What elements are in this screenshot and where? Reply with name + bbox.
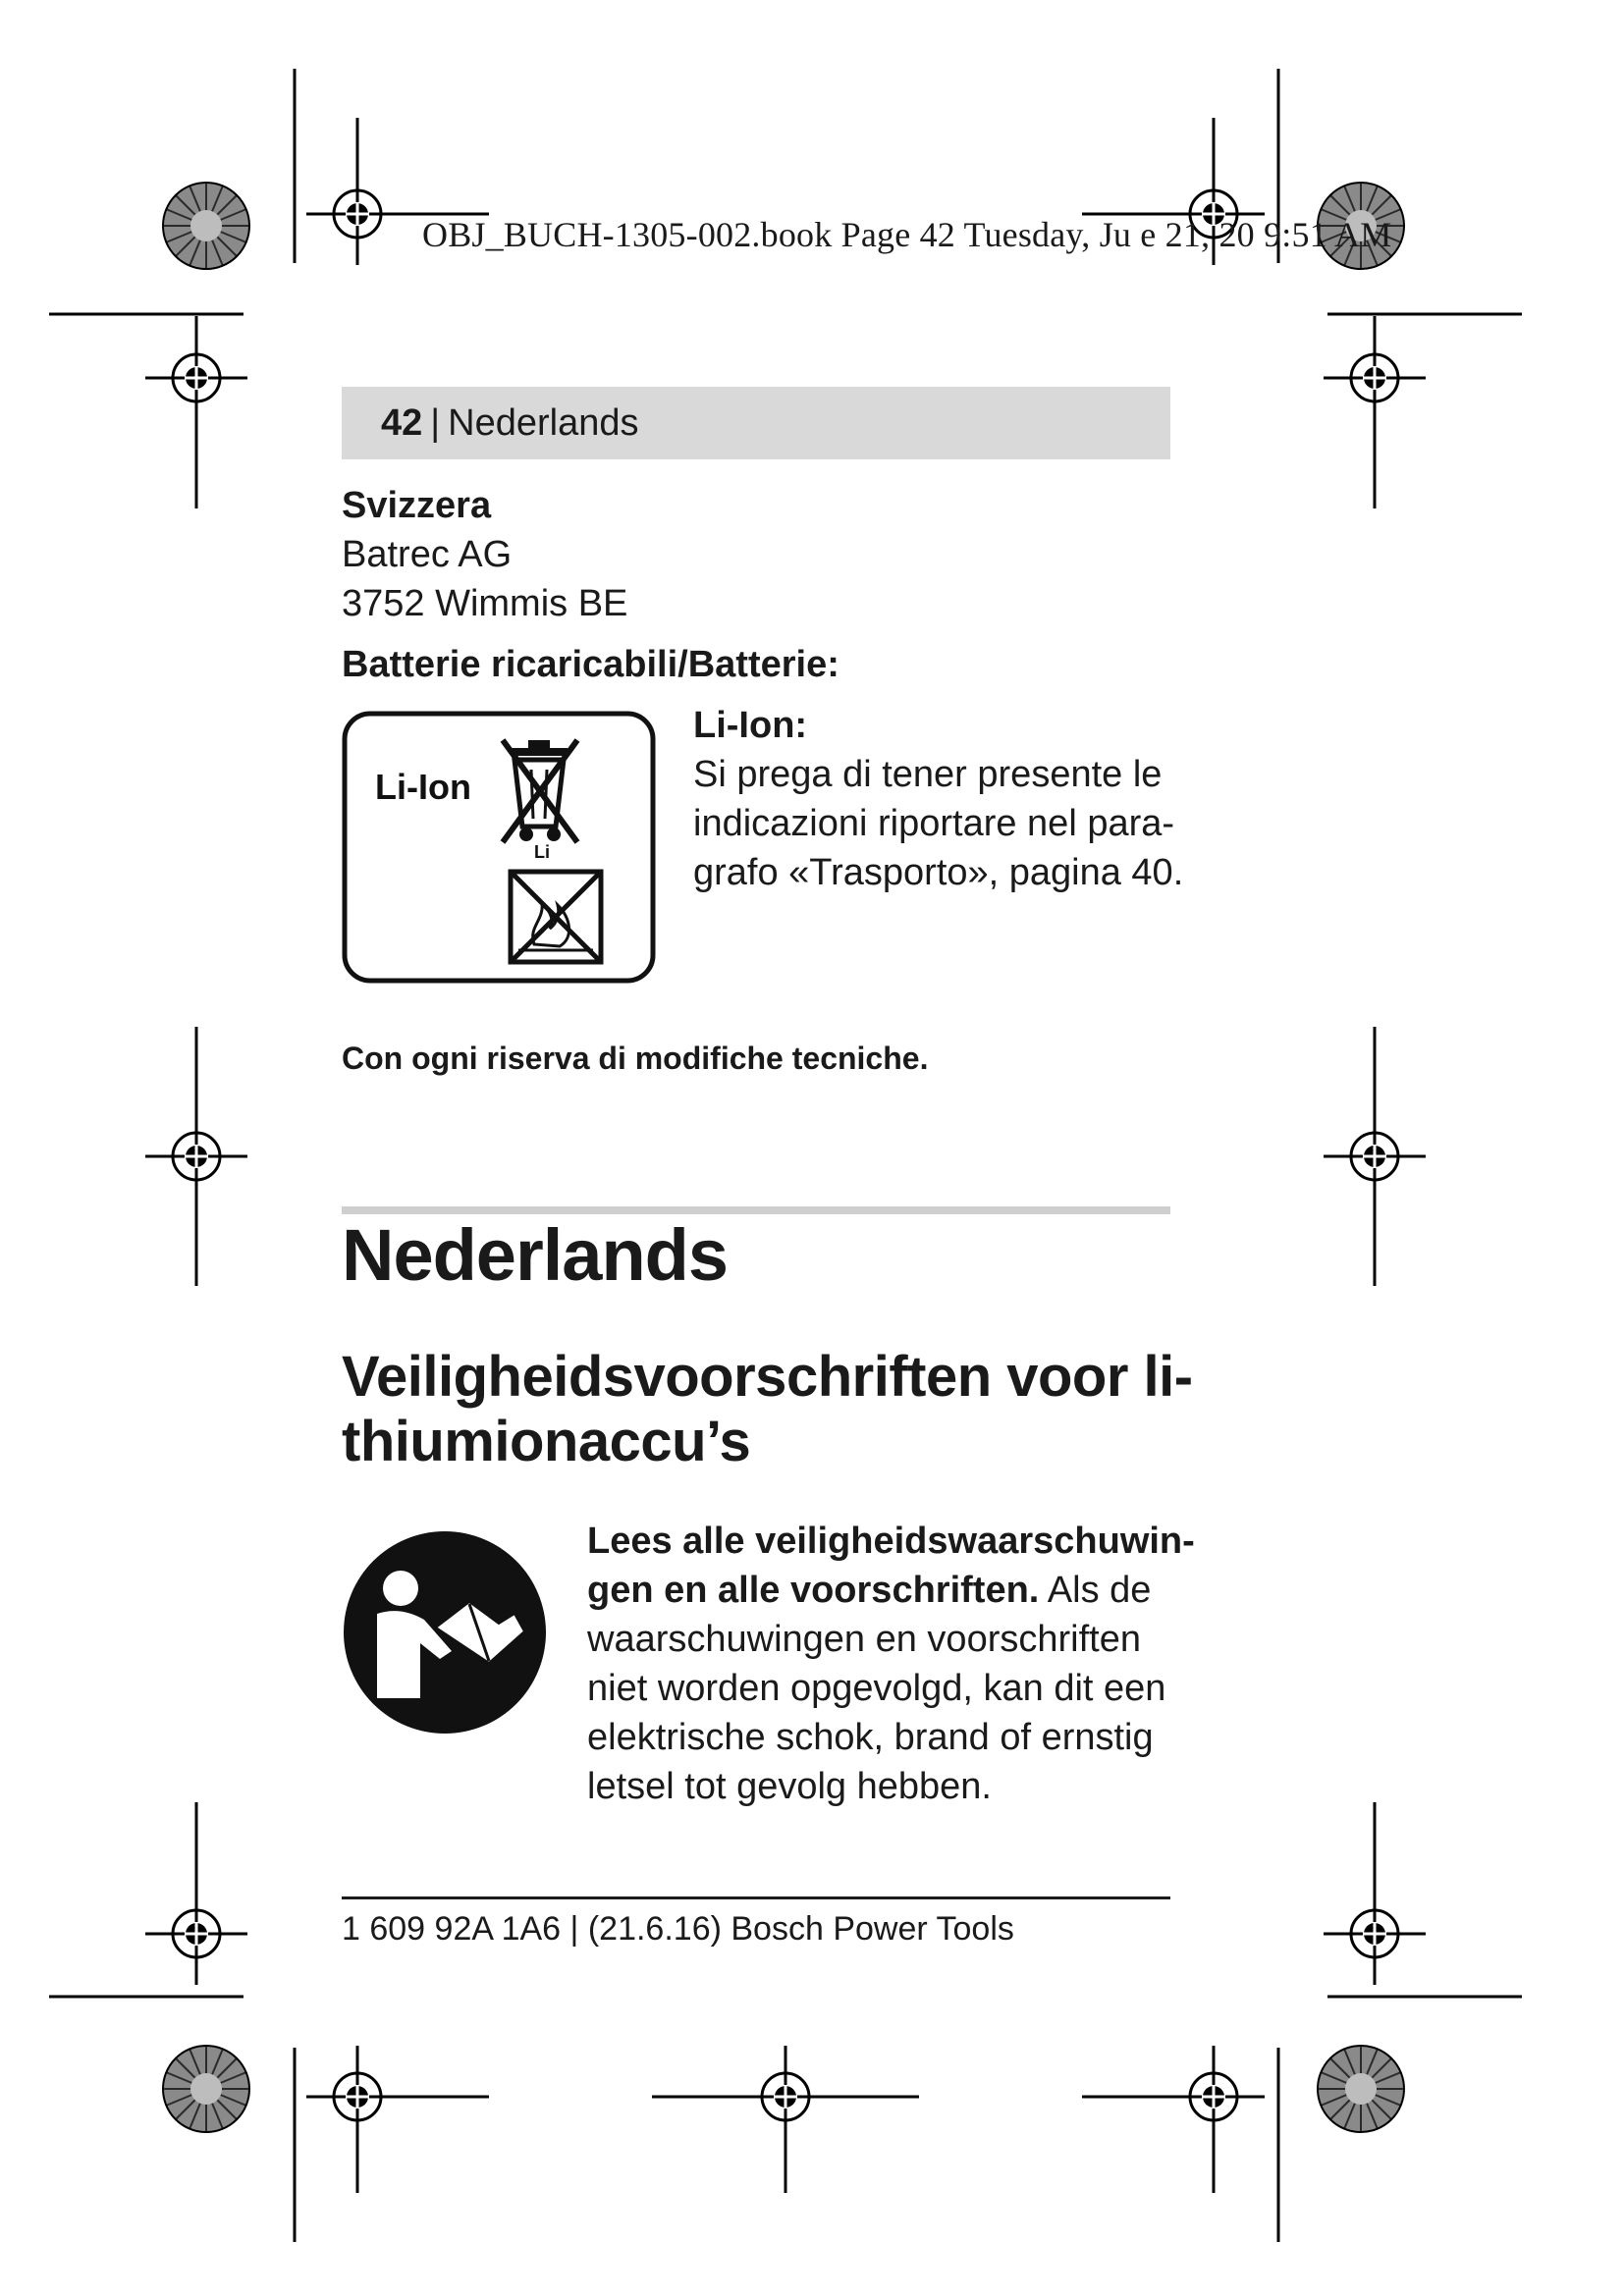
warning-line: niet worden opgevolgd, kan dit een	[587, 1668, 1166, 1709]
page-footer	[342, 1910, 1014, 1949]
li-ion-subheading: Li-Ion:	[693, 705, 808, 746]
warning-line	[587, 1566, 1151, 1615]
subsection-title	[342, 1345, 1193, 1474]
li-ion-text-line: grafo «Trasporto», pagina 40.	[693, 852, 1184, 893]
page-number: 42	[381, 401, 423, 444]
doc-number: 1 609 92A 1A6	[342, 1910, 562, 1948]
read-manual-icon	[342, 1529, 548, 1735]
li-ion-recycling-icon	[342, 711, 656, 986]
batteries-heading: Batterie ricaricabili/Batterie:	[342, 644, 839, 685]
color-wheel-icon	[163, 183, 249, 269]
li-ion-text-line: Si prega di tener presente le	[693, 754, 1163, 795]
reserve-note: Con ogni riserva di modifiche tecniche.	[342, 1041, 929, 1076]
footer-separator: |	[569, 1910, 579, 1948]
company-name: Batrec AG	[342, 534, 513, 575]
warning-line-rest: Als de	[1039, 1570, 1152, 1611]
color-wheel-icon	[1318, 2046, 1404, 2132]
registration-mark-icon	[145, 327, 247, 429]
header-section: Nederlands	[448, 401, 639, 444]
li-ion-text-line: indicazioni riportare nel para-	[693, 803, 1175, 844]
registration-mark-icon	[145, 1105, 247, 1207]
section-title: Nederlands	[342, 1214, 729, 1296]
warning-bold-line: Lees alle veiligheidswaarschuwin-	[587, 1521, 1195, 1562]
warning-line: elektrische schok, brand of ernstig	[587, 1717, 1154, 1758]
footer-date-brand: (21.6.16) Bosch Power Tools	[587, 1910, 1014, 1948]
li-ion-icon-label: Li-Ion	[375, 767, 471, 807]
registration-mark-icon	[734, 2046, 837, 2148]
registration-mark-icon	[306, 2046, 408, 2148]
li-icon-sublabel: Li	[534, 842, 550, 862]
footer-rule	[342, 1896, 1170, 1899]
header-separator: |	[430, 401, 441, 444]
page-header	[342, 387, 1170, 459]
registration-mark-icon	[1324, 1883, 1426, 1985]
warning-bold-line: gen en alle voorschriften.	[587, 1570, 1040, 1611]
registration-mark-icon	[1324, 327, 1426, 429]
registration-mark-icon	[1324, 1105, 1426, 1207]
subsection-title-line: thiumionaccu’s	[342, 1410, 751, 1473]
country-heading: Svizzera	[342, 485, 492, 526]
registration-mark-icon	[145, 1883, 247, 1985]
print-slug: OBJ_BUCH-1305-002.book Page 42 Tuesday, Ju e 21, 20 9:51 AM	[422, 215, 1392, 254]
registration-mark-icon	[306, 163, 408, 265]
registration-mark-icon	[1163, 2046, 1265, 2148]
warning-line: letsel tot gevolg hebben.	[587, 1766, 992, 1807]
color-wheel-icon	[163, 2046, 249, 2132]
company-address: 3752 Wimmis BE	[342, 583, 628, 624]
subsection-title-line: Veiligheidsvoorschriften voor li-	[342, 1345, 1193, 1409]
warning-line: waarschuwingen en voorschriften	[587, 1619, 1141, 1660]
